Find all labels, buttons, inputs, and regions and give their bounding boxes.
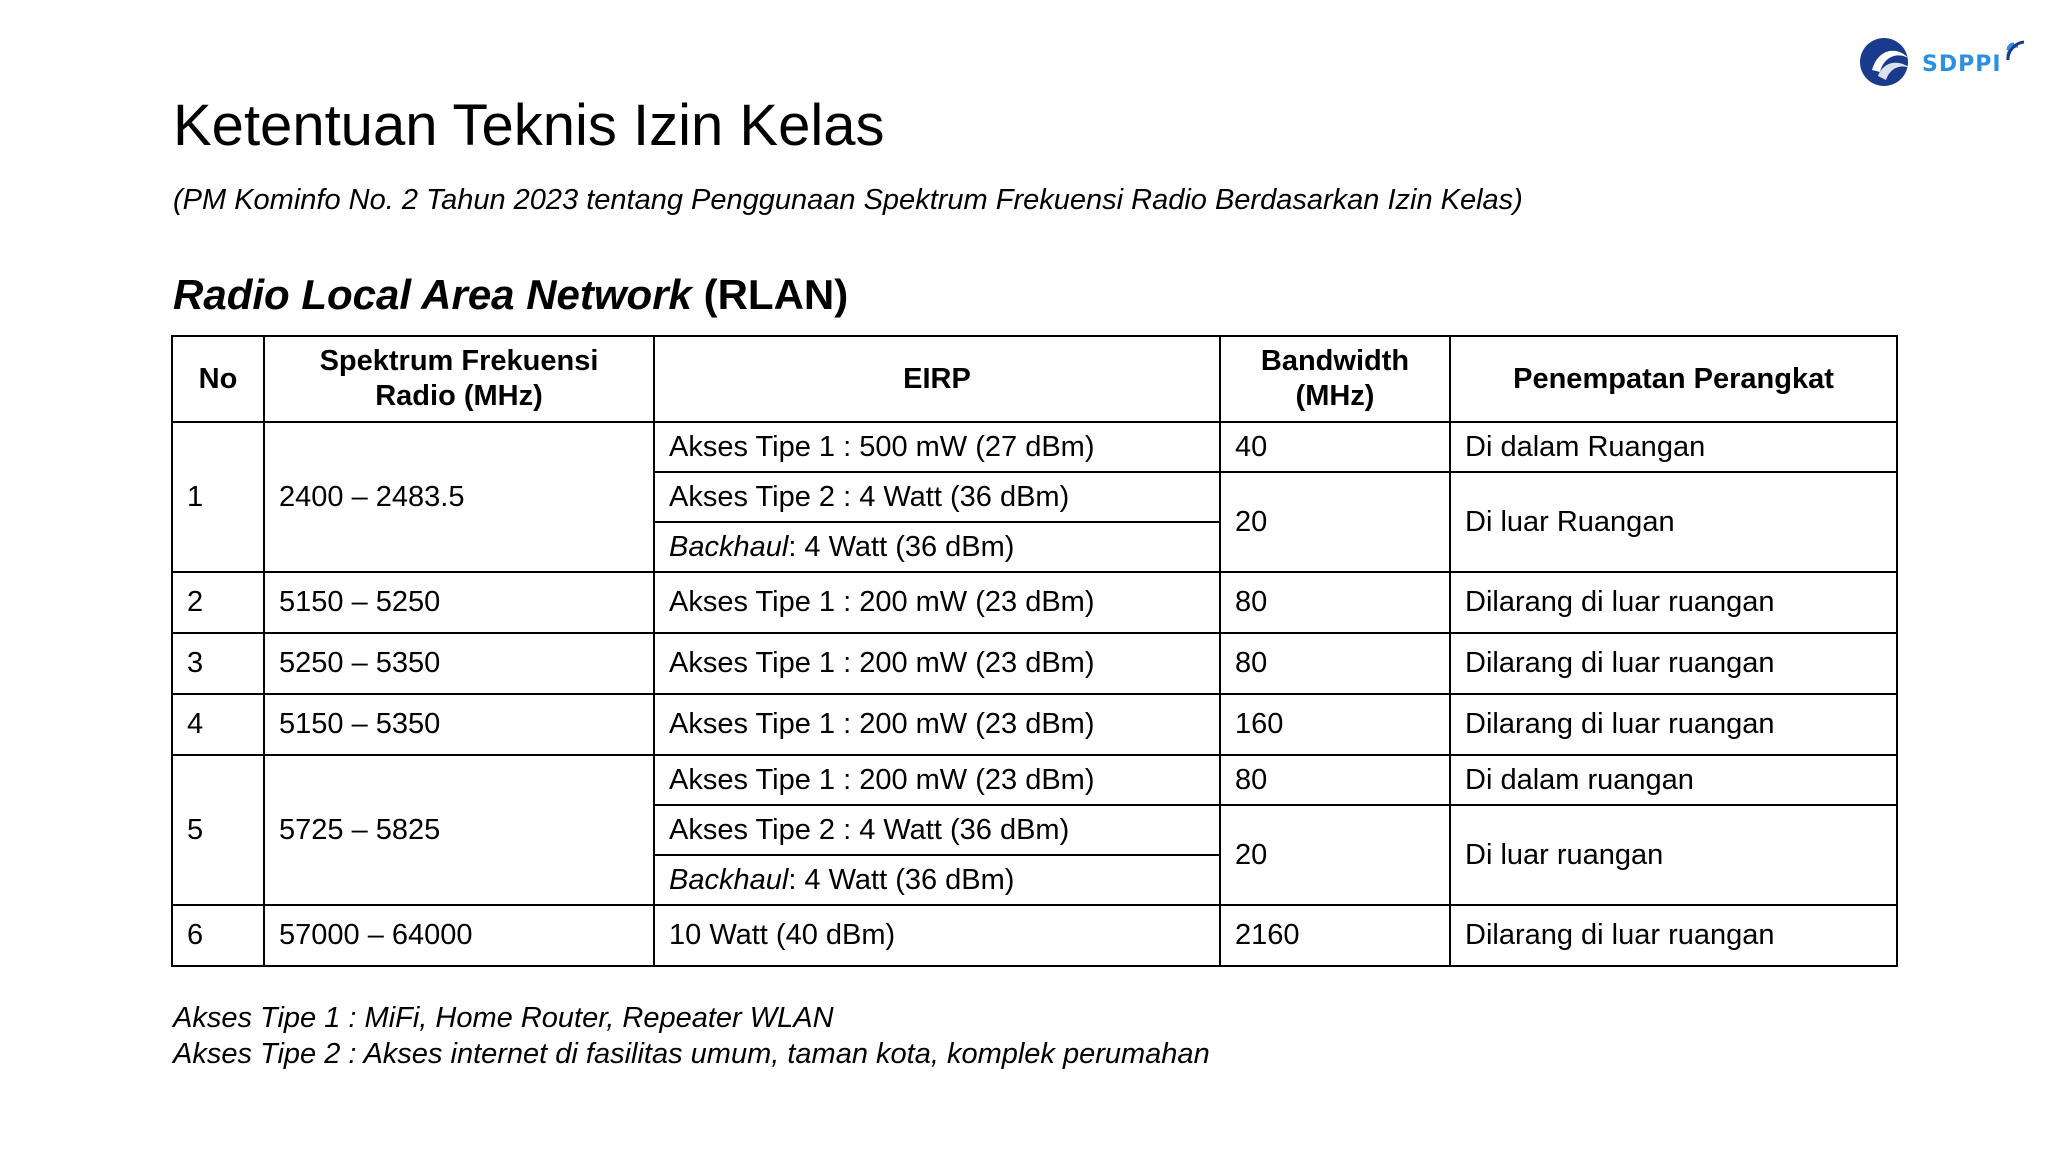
cell-no: 2 <box>172 572 264 633</box>
sdppi-logo <box>1858 34 2028 90</box>
section-title <box>173 270 848 320</box>
cell-bandwidth: 80 <box>1220 572 1450 633</box>
cell-eirp: Akses Tipe 2 : 4 Watt (36 dBm) <box>654 472 1220 522</box>
cell-placement: Dilarang di luar ruangan <box>1450 572 1897 633</box>
cell-eirp: Akses Tipe 1 : 200 mW (23 dBm) <box>654 755 1220 805</box>
table-header-row <box>172 336 1897 422</box>
header-no: No <box>172 336 264 422</box>
header-eirp: EIRP <box>654 336 1220 422</box>
cell-bandwidth: 80 <box>1220 633 1450 694</box>
cell-spectrum: 5150 – 5350 <box>264 694 654 755</box>
table-row <box>172 905 1897 966</box>
signal-waves-icon <box>2004 36 2028 60</box>
logo-text: SDPPI <box>1922 52 2002 77</box>
backhaul-value: : 4 Watt (36 dBm) <box>788 530 1015 563</box>
table-row <box>172 633 1897 694</box>
table-row <box>172 572 1897 633</box>
cell-no: 4 <box>172 694 264 755</box>
cell-placement: Di dalam ruangan <box>1450 755 1897 805</box>
cell-bandwidth: 2160 <box>1220 905 1450 966</box>
table-row <box>172 694 1897 755</box>
cell-no: 6 <box>172 905 264 966</box>
cell-bandwidth: 80 <box>1220 755 1450 805</box>
backhaul-label: Backhaul <box>669 863 789 896</box>
page-subtitle: (PM Kominfo No. 2 Tahun 2023 tentang Penggunaan Spektrum Frekuensi Radio Berdasarkan Izin Kelas) <box>173 184 1523 216</box>
backhaul-label: Backhaul <box>669 530 789 563</box>
cell-eirp: 10 Watt (40 dBm) <box>654 905 1220 966</box>
cell-spectrum: 5150 – 5250 <box>264 572 654 633</box>
table-row <box>172 755 1897 805</box>
cell-spectrum: 5250 – 5350 <box>264 633 654 694</box>
cell-eirp: Akses Tipe 1 : 200 mW (23 dBm) <box>654 572 1220 633</box>
cell-eirp: Akses Tipe 1 : 200 mW (23 dBm) <box>654 694 1220 755</box>
header-placement: Penempatan Perangkat <box>1450 336 1897 422</box>
sdppi-emblem-icon <box>1858 34 1918 90</box>
cell-placement: Dilarang di luar ruangan <box>1450 633 1897 694</box>
footnote-akses-tipe-1: Akses Tipe 1 : MiFi, Home Router, Repeater WLAN <box>173 1002 834 1034</box>
cell-bandwidth: 160 <box>1220 694 1450 755</box>
cell-bandwidth: 20 <box>1220 805 1450 905</box>
cell-placement: Dilarang di luar ruangan <box>1450 905 1897 966</box>
cell-eirp-backhaul <box>654 522 1220 572</box>
cell-eirp: Akses Tipe 1 : 200 mW (23 dBm) <box>654 633 1220 694</box>
page-title: Ketentuan Teknis Izin Kelas <box>173 93 885 158</box>
header-bandwidth: Bandwidth (MHz) <box>1220 336 1450 422</box>
header-spectrum: Spektrum Frekuensi Radio (MHz) <box>264 336 654 422</box>
cell-placement: Di dalam Ruangan <box>1450 422 1897 472</box>
cell-eirp: Akses Tipe 2 : 4 Watt (36 dBm) <box>654 805 1220 855</box>
rlan-table <box>171 335 1898 967</box>
cell-spectrum: 5725 – 5825 <box>264 755 654 905</box>
cell-eirp: Akses Tipe 1 : 500 mW (27 dBm) <box>654 422 1220 472</box>
cell-spectrum: 2400 – 2483.5 <box>264 422 654 572</box>
cell-placement: Di luar ruangan <box>1450 805 1897 905</box>
cell-no: 3 <box>172 633 264 694</box>
cell-placement: Di luar Ruangan <box>1450 472 1897 572</box>
cell-bandwidth: 40 <box>1220 422 1450 472</box>
section-title-rest: (RLAN) <box>691 271 849 318</box>
footnote-akses-tipe-2: Akses Tipe 2 : Akses internet di fasilitas umum, taman kota, komplek perumahan <box>173 1038 1210 1070</box>
cell-spectrum: 57000 – 64000 <box>264 905 654 966</box>
backhaul-value: : 4 Watt (36 dBm) <box>788 863 1015 896</box>
cell-no: 5 <box>172 755 264 905</box>
cell-eirp-backhaul <box>654 855 1220 905</box>
footnotes <box>173 1000 1210 1072</box>
cell-no: 1 <box>172 422 264 572</box>
section-title-italic: Radio Local Area Network <box>173 271 692 318</box>
table-row <box>172 422 1897 472</box>
cell-placement: Dilarang di luar ruangan <box>1450 694 1897 755</box>
cell-bandwidth: 20 <box>1220 472 1450 572</box>
